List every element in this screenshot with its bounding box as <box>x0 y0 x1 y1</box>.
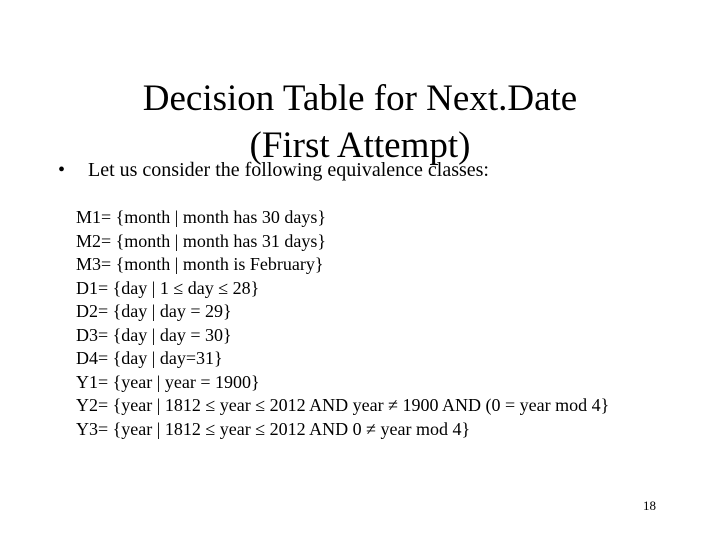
equivalence-class-d4: D4= {day | day=31} <box>76 348 223 368</box>
slide-title-line-2: (First Attempt) <box>249 124 471 166</box>
equivalence-class-m3: M3= {month | month is February} <box>76 254 324 274</box>
equivalence-class-y3: Y3= {year | 1812 ≤ year ≤ 2012 AND 0 ≠ year mod 4} <box>76 418 471 439</box>
equivalence-class-m2: M2= {month | month has 31 days} <box>76 230 327 251</box>
bullet-icon: • <box>58 159 66 181</box>
intro-bullet-text: Let us consider the following equivalence classes: <box>88 159 489 181</box>
equivalence-class-y1: Y1= {year | year = 1900} <box>76 371 260 392</box>
slide-title-line-1: Decision Table for Next.Date <box>142 77 578 119</box>
intro-bullet <box>58 158 489 182</box>
equivalence-class-m1: M1= {month | month has 30 days} <box>76 207 327 227</box>
equivalence-class-list <box>76 206 609 441</box>
slide-title <box>0 75 720 169</box>
equivalence-class-y2: Y2= {year | 1812 ≤ year ≤ 2012 AND year ≠ 1900 AND (0 = year mod 4} <box>76 395 610 415</box>
page-number: 18 <box>643 498 656 513</box>
equivalence-class-d3: D3= {day | day = 30} <box>76 324 232 345</box>
equivalence-class-d2: D2= {day | day = 29} <box>76 301 232 321</box>
equivalence-class-d1: D1= {day | 1 ≤ day ≤ 28} <box>76 277 260 298</box>
